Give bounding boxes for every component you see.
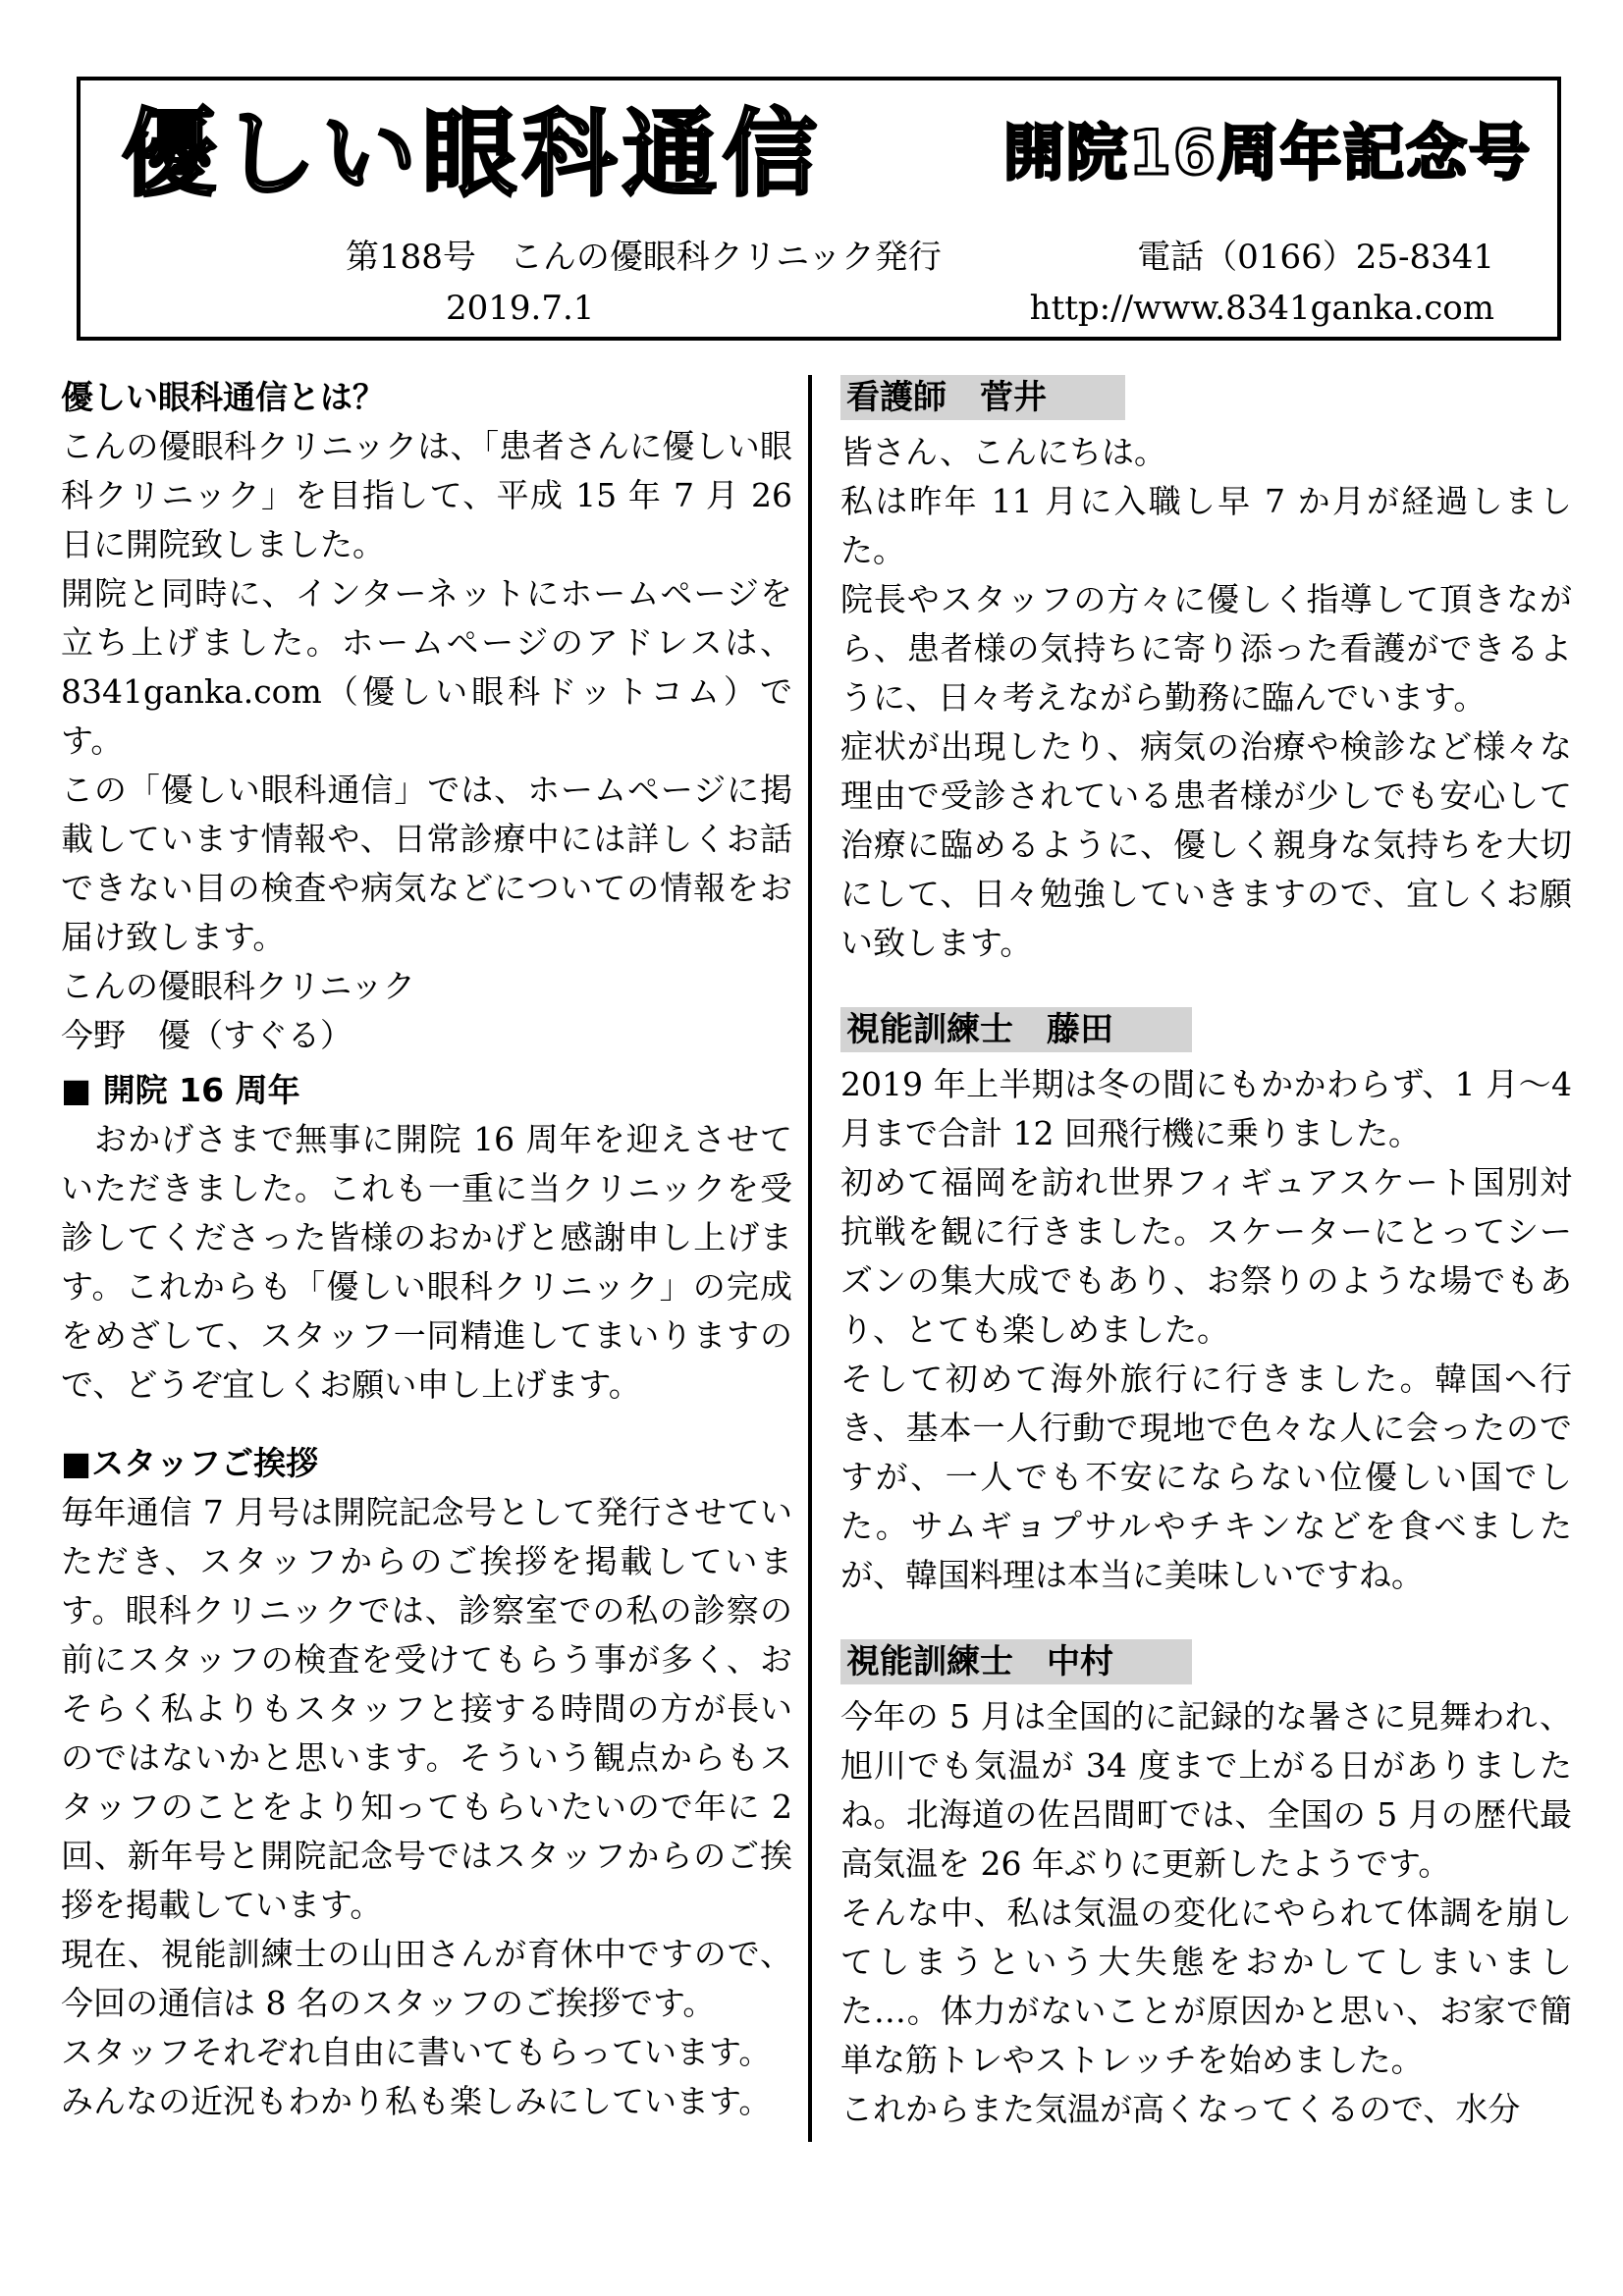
left-column xyxy=(61,373,792,2126)
about-paragraph: 開院と同時に、インターネットにホームページを立ち上げました。ホームページのアドレスは、8341ganka.com（優しい眼科ドットコム）です。 xyxy=(61,574,792,760)
phone-number: 電話（0166）25-8341 xyxy=(1137,238,1494,277)
section-heading-about: 優しい眼科通信とは？ xyxy=(61,378,385,416)
signature-doctor-name: 今野 優（すぐる） xyxy=(61,1016,352,1054)
staff-role-name-badge: 看護師 菅井 xyxy=(840,375,1125,420)
staff-section-orthoptist-fujita xyxy=(840,1005,1572,1054)
anniversary-paragraph: おかげさまで無事に開院 16 周年を迎えさせていただきました。これも一重に当クリニックを受診してくださった皆様のおかげと感謝申し上げます。これからも「優しい眼科クリニック」の完成をめざして、スタッフ一同精進してまいりますので、どうぞ宜しくお願い申し上げます。 xyxy=(61,1120,792,1404)
staff-greetings-paragraph: スタッフそれぞれ自由に書いてもらっています。 xyxy=(61,2033,772,2071)
section-heading-staff-greetings: ■スタッフご挨拶 xyxy=(61,1444,319,1482)
issue-date: 2019.7.1 xyxy=(446,289,595,328)
staff-role-name-badge: 視能訓練士 中村 xyxy=(840,1639,1192,1684)
fujita-paragraph: そして初めて海外旅行に行きました。韓国へ行き、基本一人行動で現地で色々な人に会ったのですが、一人でも不安にならない位優しい国でした。サムギョプサルやチキンなどを食べましたが、韓国料理は本当に美味しいですね。 xyxy=(840,1360,1572,1594)
sugai-paragraph: 院長やスタッフの方々に優しく指導して頂きながら、患者様の気持ちに寄り添った看護ができるように、日々考えながら勤務に臨んでいます。 xyxy=(840,580,1572,717)
column-divider xyxy=(808,375,812,2142)
about-paragraph: こんの優眼科クリニックは、「患者さんに優しい眼科クリニック」を目指して、平成 15 年 7 月 26 日に開院致しました。 xyxy=(61,427,792,563)
about-paragraph: この「優しい眼科通信」では、ホームページに掲載しています情報や、日常診療中には詳しくお話できない目の検査や病気などについての情報をお届け致します。 xyxy=(61,771,792,956)
section-heading-anniversary: ■ 開院 16 周年 xyxy=(61,1071,300,1109)
masthead-box xyxy=(77,77,1561,341)
nakamura-paragraph: そんな中、私は気温の変化にやられて体調を崩してしまうという大失態をおかしてしまいました…。体力がないことが原因かと思い、お家で簡単な筋トレやストレッチを始めました。 xyxy=(840,1894,1572,2079)
sugai-paragraph: 症状が出現したり、病気の治療や検診など様々な理由で受診されている患者様が少しでも安心して治療に臨めるように、優しく親身な気持ちを大切にして、日々勉強していきますので、宜しくお願い致します。 xyxy=(840,727,1572,962)
staff-section-nurse-sugai xyxy=(840,373,1572,422)
staff-greetings-paragraph: 現在、視能訓練士の山田さんが育休中ですので、今回の通信は 8 名のスタッフのご挨拶です。 xyxy=(61,1935,792,2022)
nakamura-paragraph: これからまた気温が高くなってくるので、水分 xyxy=(840,2090,1521,2128)
sugai-paragraph: 皆さん、こんにちは。 xyxy=(840,433,1166,471)
staff-section-orthoptist-nakamura xyxy=(840,1637,1572,1686)
signature-clinic-name: こんの優眼科クリニック xyxy=(61,967,416,1005)
issue-number-line: 第188号 こんの優眼科クリニック発行 xyxy=(346,238,942,277)
staff-role-name-badge: 視能訓練士 藤田 xyxy=(840,1007,1192,1052)
sugai-paragraph: 私は昨年 11 月に入職し早 7 か月が経過しました。 xyxy=(840,482,1572,569)
website-url: http://www.8341ganka.com xyxy=(1029,289,1494,328)
nakamura-paragraph: 今年の 5 月は全国的に記録的な暑さに見舞われ、旭川でも気温が 34 度まで上がる日がありましたね。北海道の佐呂間町では、全国の 5 月の歴代最高気温を 26 年ぶりに更新したようです。 xyxy=(840,1697,1572,1883)
staff-greetings-paragraph: みんなの近況もわかり私も楽しみにしています。 xyxy=(61,2082,772,2120)
fujita-paragraph: 2019 年上半期は冬の間にもかかわらず、1 月～4 月まで合計 12 回飛行機に乗りました。 xyxy=(840,1065,1572,1152)
anniversary-issue-badge: 開院16周年記念号 xyxy=(1002,117,1532,188)
fujita-paragraph: 初めて福岡を訪れ世界フィギュアスケート国別対抗戦を観に行きました。スケーターにとってシーズンの集大成でもあり、お祭りのような場でもあり、とても楽しめました。 xyxy=(840,1163,1572,1349)
staff-greetings-paragraph: 毎年通信 7 月号は開院記念号として発行させていただき、スタッフからのご挨拶を掲載しています。眼科クリニックでは、診察室での私の診察の前にスタッフの検査を受けてもらう事が多く、おそらく私よりもスタッフと接する時間の方が長いのではないかと思います。そういう観点からもスタッフのことをより知ってもらいたいので年に 2 回、新年号と開院記念号ではスタッフからのご挨拶を掲載しています。 xyxy=(61,1493,793,1924)
right-column xyxy=(840,373,1572,2134)
newsletter-title: 優しい眼科通信 xyxy=(122,99,823,209)
